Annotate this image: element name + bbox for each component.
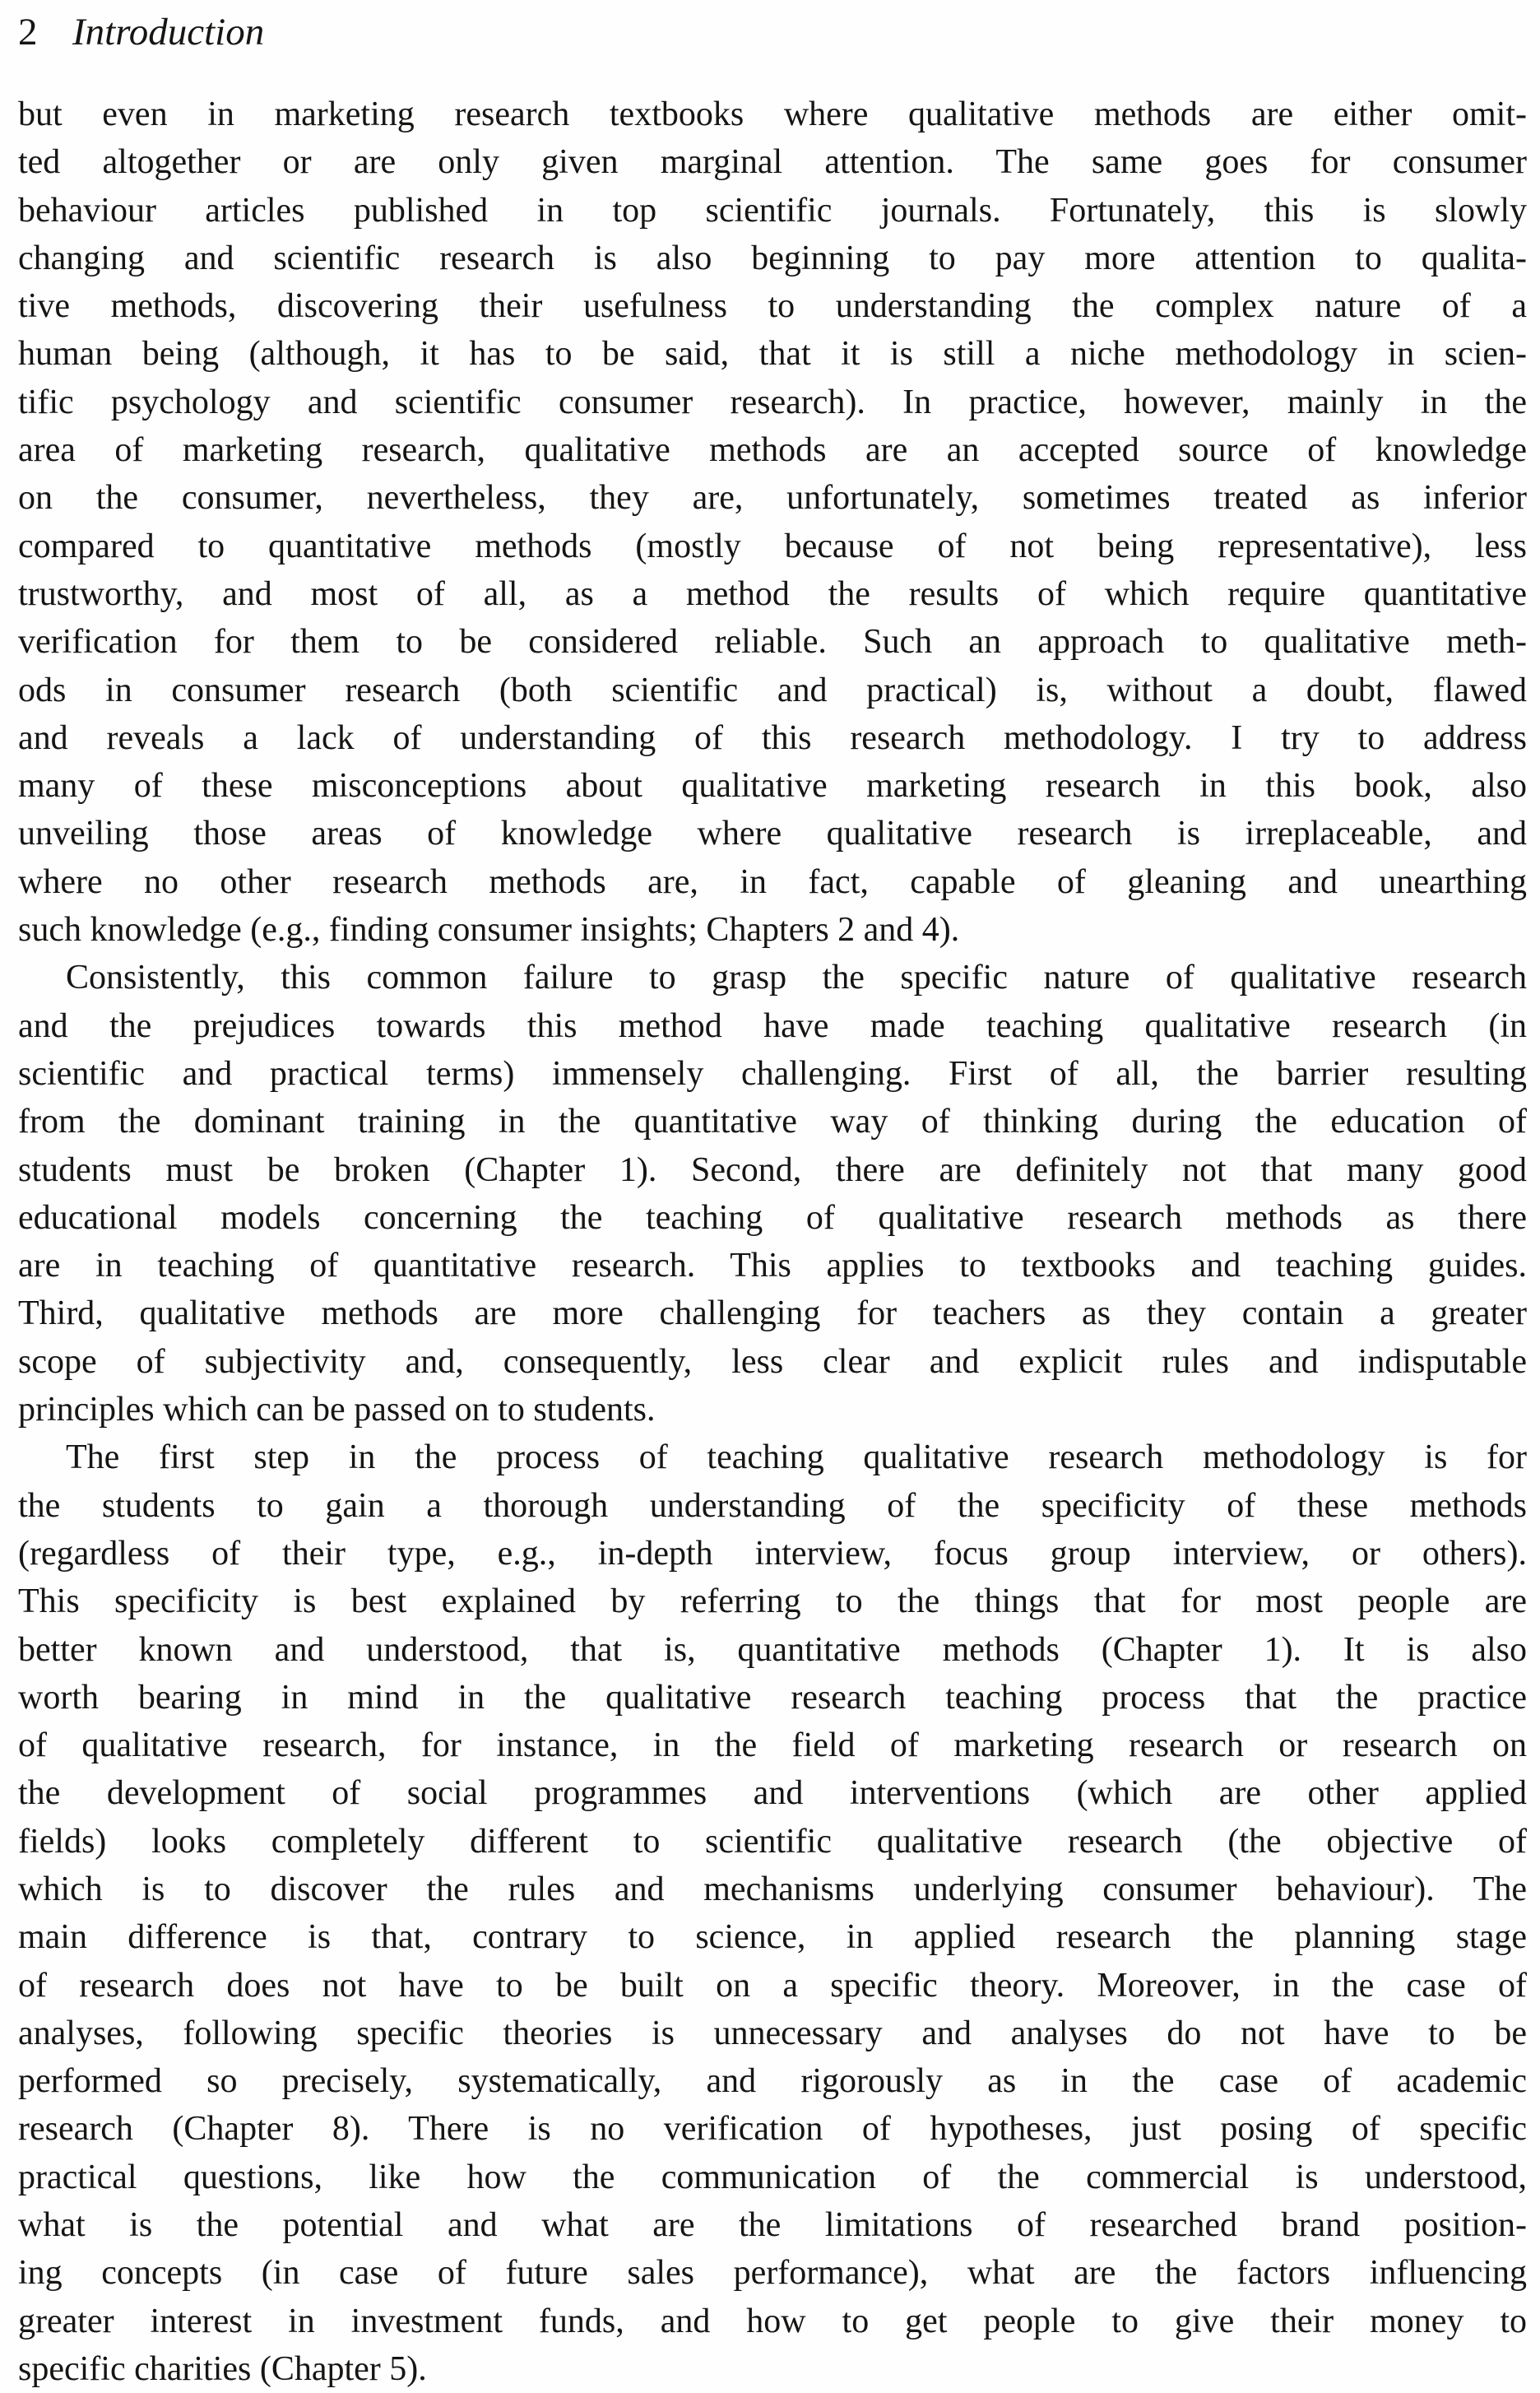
text-line: such knowledge (e.g., finding consumer insights; Chapters 2 and 4).	[18, 911, 960, 950]
text-line: greater interest in investment funds, and how to get people to give their money to	[18, 2302, 1527, 2340]
text-line: ing concepts (in case of future sales performance), what are the factors influencing	[18, 2254, 1527, 2293]
text-line: fields) looks completely different to scientific qualitative research (the objective of	[18, 1822, 1527, 1861]
text-line: unveiling those areas of knowledge where qualitative research is irreplaceable, and	[18, 815, 1527, 853]
text-line: many of these misconceptions about qualitative marketing research in this book, also	[18, 767, 1527, 806]
text-line: worth bearing in mind in the qualitative research teaching process that the practice	[18, 1678, 1527, 1717]
paragraph	[18, 954, 1527, 1433]
text-line: are in teaching of quantitative research. This applies to textbooks and teaching guides.	[18, 1247, 1527, 1285]
text-line: analyses, following specific theories is unnecessary and analyses do not have to be	[18, 2014, 1527, 2052]
text-line: (regardless of their type, e.g., in-depth interview, focus group interview, or others).	[18, 1534, 1527, 1573]
text-line: but even in marketing research textbooks where qualitative methods are either omit-	[18, 95, 1527, 133]
text-line: scientific and practical terms) immensely challenging. First of all, the barrier resulting	[18, 1054, 1527, 1093]
text-line: The first step in the process of teaching qualitative research methodology is for	[66, 1438, 1527, 1477]
text-line: ods in consumer research (both scientific and practical) is, without a doubt, flawed	[18, 671, 1527, 709]
text-line: from the dominant training in the quantitative way of thinking during the education of	[18, 1103, 1527, 1141]
text-line: practical questions, like how the communication of the commercial is understood,	[18, 2158, 1527, 2196]
text-line: area of marketing research, qualitative methods are an accepted source of knowledge	[18, 431, 1527, 470]
text-line: educational models concerning the teaching of qualitative research methods as there	[18, 1198, 1527, 1237]
running-head	[18, 8, 1527, 56]
text-line: specific charities (Chapter 5).	[18, 2349, 427, 2388]
text-line: the development of social programmes and interventions (which are other applied	[18, 1774, 1527, 1813]
text-line: tific psychology and scientific consumer research). In practice, however, mainly in the	[18, 383, 1527, 421]
text-line: Consistently, this common failure to grasp the specific nature of qualitative research	[66, 959, 1527, 997]
text-line: trustworthy, and most of all, as a method the results of which require quantitative	[18, 574, 1527, 613]
text-line: on the consumer, nevertheless, they are, unfortunately, sometimes treated as inferior	[18, 479, 1527, 518]
text-line: main difference is that, contrary to science, in applied research the planning stage	[18, 1918, 1527, 1957]
text-line: ted altogether or are only given marginal attention. The same goes for consumer	[18, 143, 1527, 182]
text-line: and reveals a lack of understanding of this research methodology. I try to address	[18, 718, 1527, 757]
text-line: of research does not have to be built on a specific theory. Moreover, in the case of	[18, 1966, 1527, 2005]
text-line: performed so precisely, systematically, and rigorously as in the case of academic	[18, 2062, 1527, 2101]
text-line: verification for them to be considered reliable. Such an approach to qualitative meth-	[18, 623, 1527, 662]
text-line: and the prejudices towards this method have made teaching qualitative research (in	[18, 1006, 1527, 1045]
text-line: scope of subjectivity and, consequently, less clear and explicit rules and indisputable	[18, 1342, 1527, 1381]
text-line: research (Chapter 8). There is no verification of hypotheses, just posing of specific	[18, 2110, 1527, 2149]
paragraph	[18, 91, 1527, 954]
text-line: changing and scientific research is also beginning to pay more attention to qualita-	[18, 239, 1527, 277]
text-line: of qualitative research, for instance, in the field of marketing research or research on	[18, 1726, 1527, 1765]
text-line: principles which can be passed on to students.	[18, 1391, 656, 1429]
text-line: which is to discover the rules and mechanisms underlying consumer behaviour). The	[18, 1870, 1527, 1908]
page-number: 2	[18, 11, 38, 53]
text-line: tive methods, discovering their usefulness to understanding the complex nature of a	[18, 287, 1527, 326]
text-line: students must be broken (Chapter 1). Second, there are definitely not that many good	[18, 1150, 1527, 1189]
text-line: behaviour articles published in top scientific journals. Fortunately, this is slowly	[18, 191, 1527, 230]
text-line: the students to gain a thorough understanding of the specificity of these methods	[18, 1486, 1527, 1525]
text-line: This specificity is best explained by referring to the things that for most people are	[18, 1582, 1527, 1621]
page-body	[18, 91, 1527, 2393]
text-line: Third, qualitative methods are more challenging for teachers as they contain a greater	[18, 1294, 1527, 1333]
chapter-title: Introduction	[72, 11, 265, 53]
text-line: where no other research methods are, in fact, capable of gleaning and unearthing	[18, 862, 1527, 901]
paragraph	[18, 1433, 1527, 2393]
text-line: better known and understood, that is, quantitative methods (Chapter 1). It is also	[18, 1630, 1527, 1669]
text-line: what is the potential and what are the limitations of researched brand position-	[18, 2206, 1527, 2245]
text-line: human being (although, it has to be said, that it is still a niche methodology in scien-	[18, 335, 1527, 374]
text-line: compared to quantitative methods (mostly because of not being representative), less	[18, 527, 1527, 565]
